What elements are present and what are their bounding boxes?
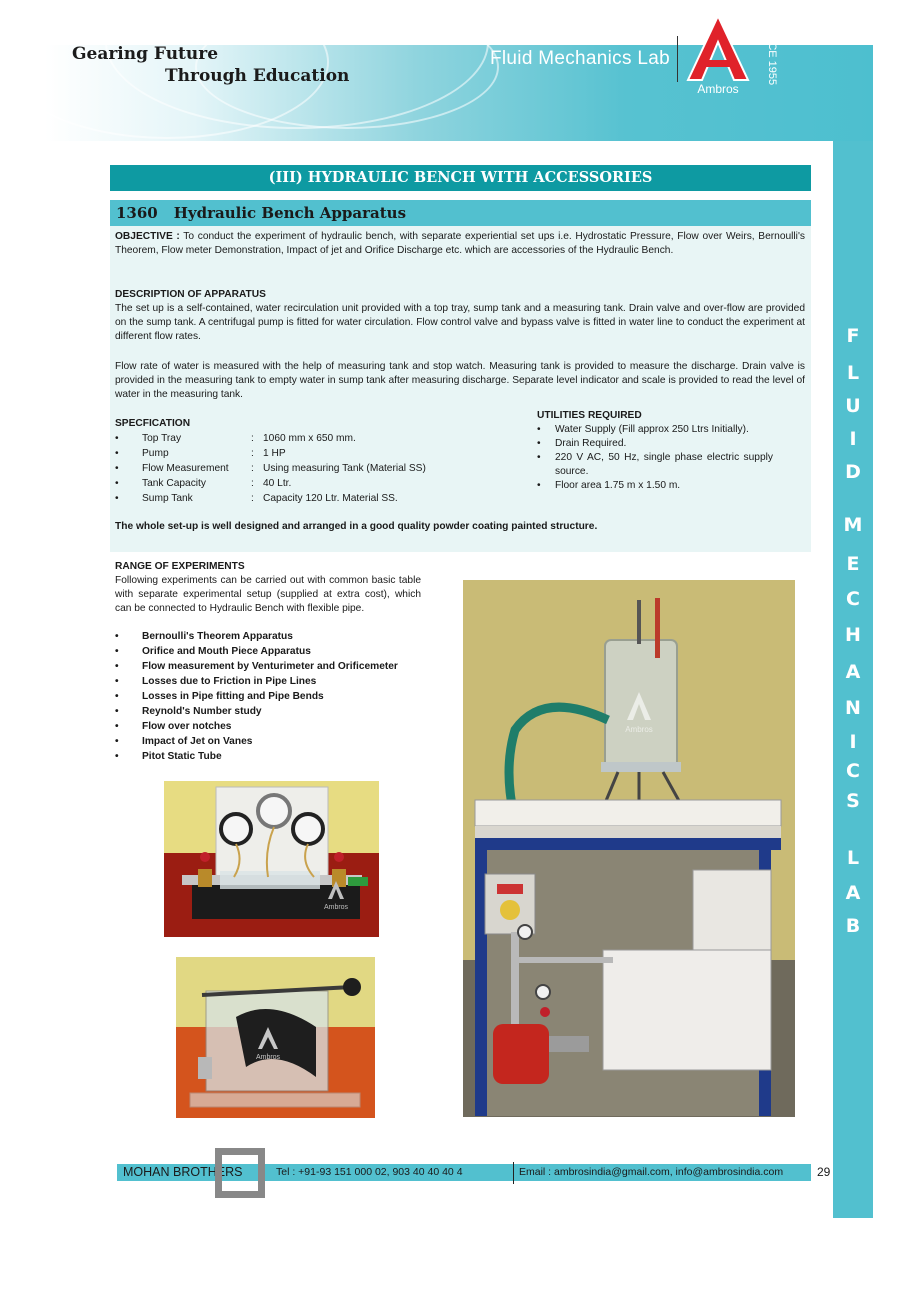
utility-text: 220 V AC, 50 Hz, single phase electric supply source. <box>555 452 773 477</box>
spec-item <box>115 431 525 446</box>
spec-label: Pump <box>142 448 169 459</box>
side-letter: I <box>849 731 857 753</box>
experiment-text: Flow over notches <box>142 721 232 732</box>
utility-text: Drain Required. <box>555 438 627 449</box>
bullet: • <box>115 691 119 702</box>
vane-apparatus-photo <box>176 957 375 1118</box>
experiments-heading: RANGE OF EXPERIMENTS <box>115 561 245 572</box>
logo-brand-text: Ambros <box>697 82 739 96</box>
side-letter: A <box>845 882 861 904</box>
experiment-item <box>115 704 398 719</box>
product-name: Hydraulic Bench Apparatus <box>173 204 407 222</box>
photo-watermark: Ambros <box>323 904 349 911</box>
spec-value: 1060 mm x 650 mm. <box>263 433 356 444</box>
bullet: • <box>115 646 119 657</box>
experiment-text: Orifice and Mouth Piece Apparatus <box>142 646 311 657</box>
side-letter: A <box>845 661 861 683</box>
bullet: • <box>115 706 119 717</box>
spec-colon: : <box>251 493 254 504</box>
mohan-brothers-logo-mark <box>215 1148 265 1198</box>
side-letter: B <box>845 915 861 937</box>
side-letter: H <box>845 624 861 646</box>
bullet: • <box>115 478 119 489</box>
photo-watermark: Ambros <box>255 1054 281 1061</box>
utility-text: Floor area 1.75 m x 1.50 m. <box>555 480 681 491</box>
spec-colon: : <box>251 433 254 444</box>
spec-item <box>115 476 525 491</box>
bullet: • <box>537 438 541 449</box>
bullet: • <box>115 493 119 504</box>
experiment-item <box>115 689 398 704</box>
product-title-bar <box>110 200 811 226</box>
bernoulli-apparatus-photo <box>164 781 379 937</box>
description-heading: DESCRIPTION OF APPARATUS <box>115 289 266 300</box>
company-name: MOHAN BROTHERS <box>123 1165 243 1179</box>
side-banner <box>833 141 873 1218</box>
experiment-item <box>115 659 398 674</box>
footer-email: Email : ambrosindia@gmail.com, info@ambrosindia.com <box>519 1166 784 1178</box>
experiment-item <box>115 629 398 644</box>
bullet: • <box>115 463 119 474</box>
bullet: • <box>537 480 541 491</box>
bullet: • <box>115 661 119 672</box>
spec-colon: : <box>251 463 254 474</box>
bullet: • <box>537 452 541 463</box>
bullet: • <box>115 631 119 642</box>
header-tagline-line2: Through Education <box>165 66 350 86</box>
specification-heading: SPECFICATION <box>115 418 191 429</box>
since-text: SINCE 1955 <box>766 24 778 86</box>
bullet: • <box>115 721 119 732</box>
spec-value: 40 Ltr. <box>263 478 292 489</box>
utilities-list <box>537 423 773 493</box>
side-letter: D <box>845 461 861 483</box>
page-number: 29 <box>817 1165 831 1179</box>
side-letter: E <box>846 553 860 575</box>
experiment-text: Reynold's Number study <box>142 706 262 717</box>
side-letter: U <box>845 395 861 417</box>
utility-item <box>537 437 773 451</box>
bullet: • <box>115 433 119 444</box>
objective-label: OBJECTIVE : <box>115 231 180 242</box>
experiments-intro: Following experiments can be carried out with common basic table with separate experimental setup (supplied at extra cost), which can be connected to Hydraulic Bench with flexible pipe. <box>115 575 421 614</box>
photo-watermark: Ambros <box>625 725 653 734</box>
spec-label: Tank Capacity <box>142 478 206 489</box>
utilities-heading: UTILITIES REQUIRED <box>537 410 642 421</box>
experiment-text: Losses in Pipe fitting and Pipe Bends <box>142 691 324 702</box>
spec-item <box>115 491 525 506</box>
spec-value: Using measuring Tank (Material SS) <box>263 463 426 474</box>
experiment-text: Bernoulli's Theorem Apparatus <box>142 631 293 642</box>
utility-item <box>537 451 773 479</box>
side-letter: S <box>846 790 860 812</box>
product-code: 1360 <box>116 204 158 222</box>
side-letter: F <box>846 325 860 347</box>
ambros-logo <box>686 14 750 96</box>
spec-colon: : <box>251 448 254 459</box>
experiment-item <box>115 719 398 734</box>
bullet: • <box>115 448 119 459</box>
side-letter: C <box>846 760 860 782</box>
side-letter: N <box>845 697 861 719</box>
experiments-list <box>115 629 398 764</box>
summary-text: The whole set-up is well designed and arranged in a good quality powder coating painted structure. <box>115 521 598 532</box>
spec-value: Capacity 120 Ltr. Material SS. <box>263 493 398 504</box>
description-paragraph-1: The set up is a self-contained, water recirculation unit provided with a top tray, sump tank and a measuring tank. Drain valve and over-flow are provided on the sump tank. A centrifugal pump is fitted for water circulation. Flow control valve and bypass valve is fitted in water line to conduct the experiment at different flow rates. <box>115 303 805 342</box>
hydraulic-bench-photo <box>463 580 795 1117</box>
header-tagline-line1: Gearing Future <box>72 44 219 64</box>
objective-text: To conduct the experiment of hydraulic bench, with separate experiential set ups i.e. Hydrostatic Pressure, Flow over Weirs, Bernoulli's Theorem, Flow meter Demonstration, Impact of jet and Orifice Discharge etc. which are accessories of the Hydraulic Bench. <box>115 231 805 256</box>
since-label <box>760 22 788 94</box>
objective-paragraph <box>115 230 805 258</box>
utility-item <box>537 423 773 437</box>
experiment-text: Pitot Static Tube <box>142 751 222 762</box>
side-letter: L <box>846 362 860 384</box>
side-letter: L <box>846 847 860 869</box>
bullet: • <box>537 424 541 435</box>
experiment-item <box>115 734 398 749</box>
footer-telephone: Tel : +91-93 151 000 02, 903 40 40 40 4 <box>276 1166 463 1178</box>
bullet: • <box>115 736 119 747</box>
experiment-text: Flow measurement by Venturimeter and Orificemeter <box>142 661 398 672</box>
footer-divider <box>513 1162 514 1184</box>
spec-label: Flow Measurement <box>142 463 229 474</box>
header-divider <box>677 36 678 82</box>
side-letter: M <box>843 514 863 536</box>
specification-list <box>115 431 525 506</box>
experiment-text: Losses due to Friction in Pipe Lines <box>142 676 317 687</box>
section-title: (III) HYDRAULIC BENCH WITH ACCESSORIES <box>110 165 811 191</box>
bullet: • <box>115 751 119 762</box>
experiment-item <box>115 644 398 659</box>
spec-item <box>115 461 525 476</box>
bullet: • <box>115 676 119 687</box>
spec-colon: : <box>251 478 254 489</box>
spec-label: Sump Tank <box>142 493 193 504</box>
side-letter: I <box>849 428 857 450</box>
lab-title: Fluid Mechanics Lab <box>490 48 670 69</box>
utility-text: Water Supply (Fill approx 250 Ltrs Initially). <box>555 424 749 435</box>
spec-value: 1 HP <box>263 448 286 459</box>
spec-item <box>115 446 525 461</box>
spec-label: Top Tray <box>142 433 182 444</box>
description-paragraph-2: Flow rate of water is measured with the help of measuring tank and stop watch. Measuring tank is provided to measure the discharge. Drain valve is provided in the measuring tank to empty water in sump tank after measuring discharge. Separate level indicator and scale is provided to read the level of water in the measuring tank. <box>115 361 805 400</box>
experiment-item <box>115 749 398 764</box>
side-letter: C <box>846 588 860 610</box>
experiment-text: Impact of Jet on Vanes <box>142 736 253 747</box>
experiment-item <box>115 674 398 689</box>
utility-item <box>537 479 773 493</box>
